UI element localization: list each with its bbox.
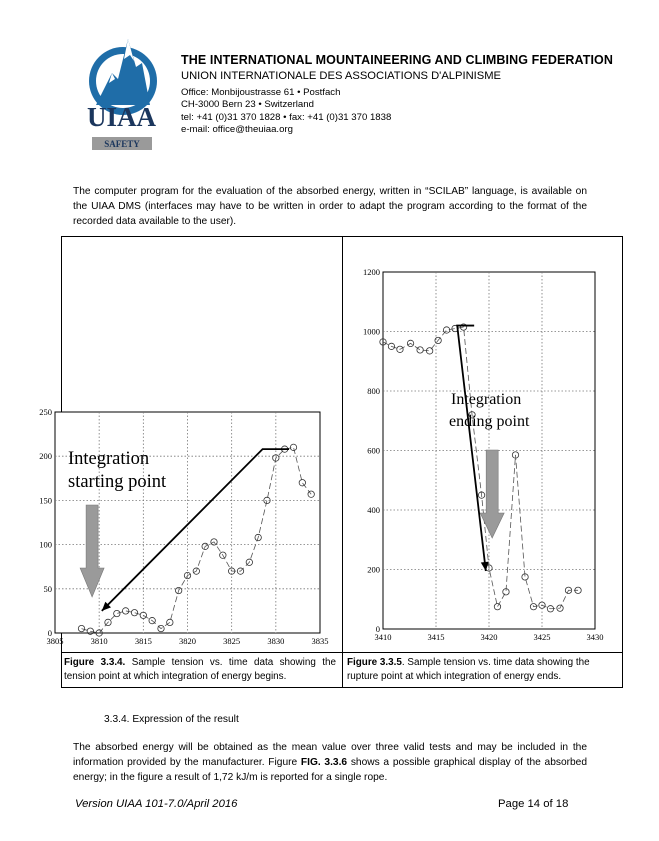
- x-tick-label: 3430: [586, 632, 604, 642]
- mountain-logo-icon: [84, 33, 162, 155]
- y-tick-label: 600: [367, 445, 380, 456]
- phone-fax-line: tel: +41 (0)31 370 1828 • fax: +41 (0)31 370 1838: [181, 111, 392, 123]
- x-tick-label: 3835: [311, 636, 329, 646]
- y-tick-label: 800: [367, 386, 380, 396]
- x-tick-label: 3825: [223, 636, 241, 646]
- x-tick-label: 3810: [90, 636, 108, 646]
- x-tick-label: 3805: [46, 636, 64, 646]
- figure-3-3-5: [345, 258, 620, 655]
- org-name-french: UNION INTERNATIONALE DES ASSOCIATIONS D'ALPINISME: [181, 70, 501, 82]
- x-tick-label: 3420: [480, 632, 498, 642]
- document-version: Version UIAA 101-7.0/April 2016: [75, 798, 238, 810]
- caption-label-left: Figure 3.3.4.: [64, 657, 126, 668]
- chart-tension-end: [345, 258, 620, 650]
- logo-safety-label: SAFETY: [104, 139, 140, 149]
- y-tick-label: 200: [367, 564, 380, 575]
- y-tick-label: 0: [47, 628, 52, 638]
- y-tick-label: 150: [39, 495, 52, 506]
- x-tick-label: 3425: [533, 632, 551, 642]
- annotation-label-line2: starting point: [68, 472, 167, 492]
- intro-paragraph: The computer program for the evaluation of the absorbed energy, written in “SCILAB” language, is available on the UIAA DMS (interfaces may have to be written in order to adapt the program according to the format of the recorded data available to the user).: [73, 186, 587, 227]
- annotation-label-line2: ending point: [449, 413, 530, 430]
- y-tick-label: 1000: [363, 326, 380, 337]
- x-tick-label: 3830: [267, 636, 285, 646]
- address-line: Office: Monbijoustrasse 61 • Postfach: [181, 87, 341, 98]
- header-block: [181, 53, 613, 137]
- y-tick-label: 200: [39, 451, 52, 462]
- y-tick-label: 0: [375, 624, 380, 634]
- annotation-label-line1: Integration: [451, 391, 522, 408]
- caption-figure-3-3-5: [347, 656, 620, 684]
- y-tick-label: 250: [39, 407, 52, 417]
- y-tick-label: 400: [367, 505, 380, 515]
- chart-tension-start: [25, 400, 335, 650]
- caption-text-left: Sample tension vs. time data showing the tension point at which integration of energy begins.: [64, 657, 336, 682]
- result-text-2: shows a possible graphical display of the absorbed energy; in the figure a result of 1,72 kJ/m is reported for a single rope.: [73, 757, 588, 783]
- section-heading: 3.3.4. Expression of the result: [104, 714, 239, 725]
- y-tick-label: 100: [39, 539, 52, 550]
- x-tick-label: 3815: [134, 636, 152, 646]
- page-number: Page 14 of 18: [498, 798, 569, 810]
- caption-label-right: Figure 3.3.5: [347, 657, 402, 668]
- caption-text-right: . Sample tension vs. time data showing the rupture point at which integration of energy ends.: [347, 657, 590, 682]
- caption-figure-3-3-4: [64, 656, 336, 684]
- y-tick-label: 50: [43, 583, 52, 594]
- figure-table-divider: [342, 236, 343, 688]
- y-tick-label: 1200: [363, 267, 380, 277]
- x-tick-label: 3415: [427, 632, 445, 642]
- logo-wordmark: UIAA: [87, 102, 157, 132]
- annotation-label-line1: Integration: [68, 449, 150, 469]
- figure-3-3-4: [25, 400, 335, 655]
- x-tick-label: 3410: [374, 632, 392, 642]
- uiaa-logo: [84, 33, 162, 155]
- org-name-english: THE INTERNATIONAL MOUNTAINEERING AND CLIMBING FEDERATION: [181, 53, 613, 67]
- result-text-1: The absorbed energy will be obtained as the mean value over three valid tests and may be included in the information provided by the manufacturer. Figure: [73, 742, 587, 768]
- email-line: e-mail: office@theuiaa.org: [181, 124, 293, 136]
- city-line: CH-3000 Bern 23 • Switzerland: [181, 99, 314, 111]
- result-paragraph: [73, 740, 587, 785]
- x-tick-label: 3820: [179, 636, 196, 646]
- result-figure-ref: FIG. 3.3.6: [300, 757, 348, 768]
